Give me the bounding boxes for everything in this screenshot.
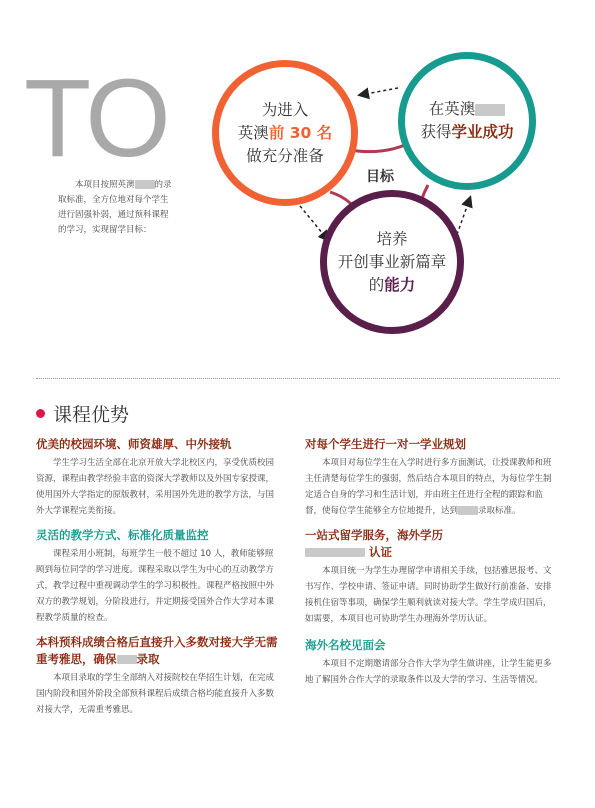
bullet-dot-icon xyxy=(36,409,45,418)
link-left-right xyxy=(350,145,405,152)
goal-bottom-line2: 开创事业新篇章 xyxy=(337,252,447,271)
goal-bottom-highlight: 能力 xyxy=(384,275,416,294)
advantage-heading-campus: 优美的校园环境、师资雄厚、中外接轨 xyxy=(36,437,232,451)
advantage-body-foundation: 本项目录取的学生全部纳入对接院校在华招生计划，在完成国内阶段和国外阶段全部预科课程后成绩合格均能直接升入多数对接大学，无需重考雅思。 xyxy=(36,673,275,715)
section-divider xyxy=(36,378,560,379)
advantage-heading-fair: 海外名校见面会 xyxy=(305,638,386,652)
intro-text-before: 本项目按照英澳 xyxy=(75,180,135,190)
advantage-heading-foundation xyxy=(36,634,280,668)
goal-left-line3: 做充分准备 xyxy=(246,146,324,165)
goal-left-highlight: 前 30 名 xyxy=(268,123,333,142)
diagram-center-label: 目标 xyxy=(366,169,394,185)
goal-right-line2-pre: 获得 xyxy=(420,123,452,141)
foundation-heading-pre: 本科预科成绩合格后直接升入多数对接大学无需重考雅思，确保 xyxy=(36,635,278,666)
advantage-body-planning xyxy=(305,455,557,519)
advantage-body-campus: 学生学习生活全部在北京开放大学北校区内，享受优质校园资源，课程由教学经验丰富的资深大学教师以及外国专家授课，使用国外大学指定的原版教材，采用国外先进的教学方法，与国外大学课程完美衔接。 xyxy=(36,458,275,516)
goal-left-line1: 为进入 xyxy=(261,100,309,119)
goal-circle-ability xyxy=(320,190,464,334)
arrow-left-to-bottom xyxy=(300,206,328,240)
redacted-block xyxy=(458,506,478,515)
goal-right-highlight: 学业成功 xyxy=(451,123,514,141)
goal-right-line1 xyxy=(429,98,506,121)
redacted-block xyxy=(305,548,365,557)
goal-circle-top30 xyxy=(212,60,358,206)
foundation-heading-post: 录取 xyxy=(136,652,160,666)
advantage-heading-planning: 对每个学生进行一对一学业规划 xyxy=(305,437,466,451)
right-column xyxy=(305,436,557,688)
goal-left-line2 xyxy=(238,122,332,145)
service-heading-line2 xyxy=(305,544,557,561)
advantage-body-fair: 本项目不定期邀请部分合作大学为学生做讲座，让学生能更多地了解国外合作大学的录取条件以及大学的学习、生活等情况。 xyxy=(305,659,552,685)
advantage-heading-service xyxy=(305,527,557,561)
left-column xyxy=(36,436,280,718)
service-heading-line2-text: 认证 xyxy=(369,545,393,559)
advantage-body-service: 本项目统一为学生办理留学申请相关手续，包括雅思报考、文书写作、学校申请、签证申请。同时协助学生做好行前准备、安排接机住宿等事项，确保学生顺利就读对接大学。学生学成归国后，如需要，本项目也可协助学生办理海外学历认证。 xyxy=(305,566,552,624)
advantage-body-teaching: 课程采用小班制，每班学生一般不超过 10 人，教师能够照顾到每位同学的学习进度。课程采取以学生为中心的互动教学方式，教学过程中重视调动学生的学习积极性。课程严格按照中外双方的教学规划，分阶段进行，并定期接受国外合作大学对本课程教学质量的检查。 xyxy=(36,549,275,623)
planning-body-pre: 本项目对每位学生在入学时进行多方面测试，让授课教师和班主任清楚每位学生的强弱，然后结合本项目的特点，为每位学生制定适合自身的学习和生活计划，并由班主任进行全程的跟踪和监督，使每位学生能够全方位地提升，达到 xyxy=(305,458,552,516)
goal-bottom-line3 xyxy=(369,274,416,297)
hero-big-text: TO xyxy=(24,57,167,180)
section-title xyxy=(36,400,129,427)
goal-bottom-line3-pre: 的 xyxy=(368,275,385,294)
goal-right-line1-text: 在英澳 xyxy=(428,100,476,118)
arrow-right-to-left xyxy=(360,88,398,95)
service-heading-line1: 一站式留学服务，海外学历 xyxy=(305,528,443,542)
goal-right-line2 xyxy=(420,121,513,144)
advantage-heading-teaching: 灵活的教学方式、标准化质量监控 xyxy=(36,528,209,542)
redacted-block xyxy=(475,104,505,116)
section-title-text: 课程优势 xyxy=(53,404,130,426)
goal-circle-success xyxy=(398,52,536,190)
redacted-block xyxy=(117,655,137,664)
goal-left-line2-pre: 英澳 xyxy=(237,123,269,142)
goal-bottom-line1: 培养 xyxy=(376,229,408,248)
intro-text-after: 的录取标准，全方位地对每个学生进行固强补弱，通过预科课程的学习，实现留学目标： xyxy=(58,180,172,235)
planning-body-post: 录取标准。 xyxy=(478,506,521,516)
